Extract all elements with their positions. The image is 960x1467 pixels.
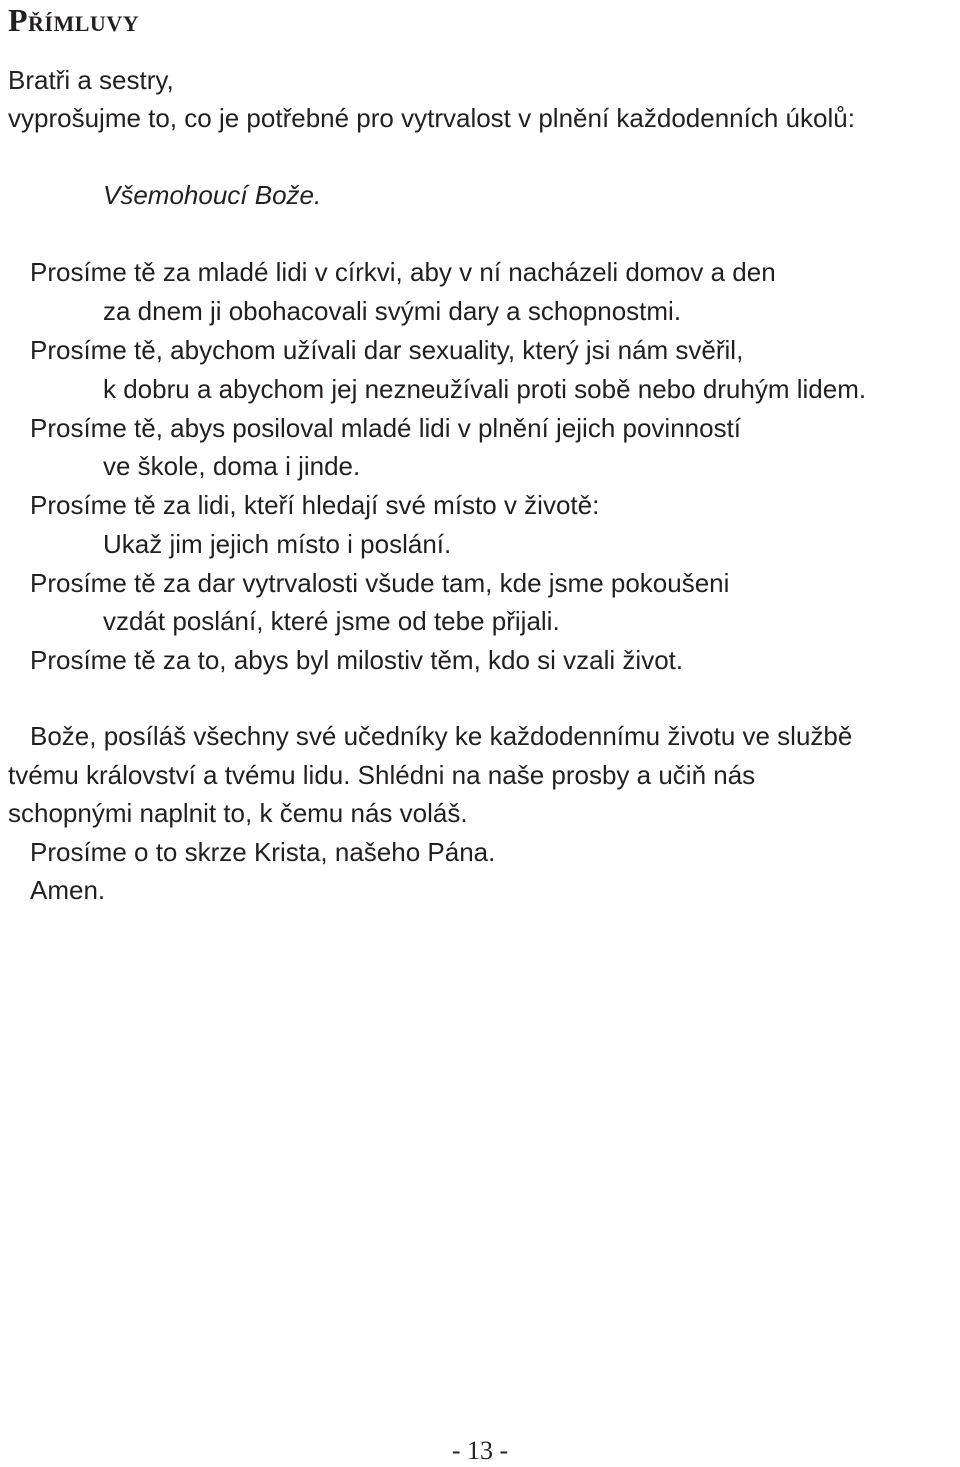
closing-line-3: schopnými naplnit to, k čemu nás voláš. xyxy=(8,798,468,828)
closing-line-4: Prosíme o to skrze Krista, našeho Pána. xyxy=(30,837,496,867)
petition-2-cont: k dobru a abychom jej nezneužívali proti sobě nebo druhým lidem. xyxy=(103,374,867,404)
response-line: Všemohoucí Bože. xyxy=(103,180,322,210)
page-heading: Přímluvy xyxy=(8,2,140,38)
closing-line-1: Bože, posíláš všechny své učedníky ke každodennímu životu ve službě xyxy=(30,721,853,751)
petition-5-cont: vzdát poslání, které jsme od tebe přijali. xyxy=(103,606,560,636)
petition-4-first: Prosíme tě za lidi, kteří hledají své místo v životě: xyxy=(30,490,600,520)
intro-line-2: vyprošujme to, co je potřebné pro vytrvalost v plnění každodenních úkolů: xyxy=(8,103,855,133)
petition-3-cont: ve škole, doma i jinde. xyxy=(103,451,361,481)
petition-5-first: Prosíme tě za dar vytrvalosti všude tam, kde jsme pokoušeni xyxy=(30,568,730,598)
intro-line-1: Bratři a sestry, xyxy=(8,65,174,95)
petition-6-first: Prosíme tě za to, abys byl milostiv těm, kdo si vzali život. xyxy=(30,645,684,675)
closing-line-2: tvému království a tvému lidu. Shlédni na naše prosby a učiň nás xyxy=(8,760,756,790)
petition-2-first: Prosíme tě, abychom užívali dar sexuality, který jsi nám svěřil, xyxy=(30,335,744,365)
petition-1-cont: za dnem ji obohacovali svými dary a schopnostmi. xyxy=(103,296,682,326)
petition-4-cont: Ukaž jim jejich místo i poslání. xyxy=(103,529,452,559)
petition-3-first: Prosíme tě, abys posiloval mladé lidi v plnění jejich povinností xyxy=(30,413,742,443)
closing-line-5: Amen. xyxy=(30,875,106,905)
page-number: - 13 - xyxy=(451,1436,509,1465)
petition-1-first: Prosíme tě za mladé lidi v církvi, aby v ní nacházeli domov a den xyxy=(30,257,776,287)
